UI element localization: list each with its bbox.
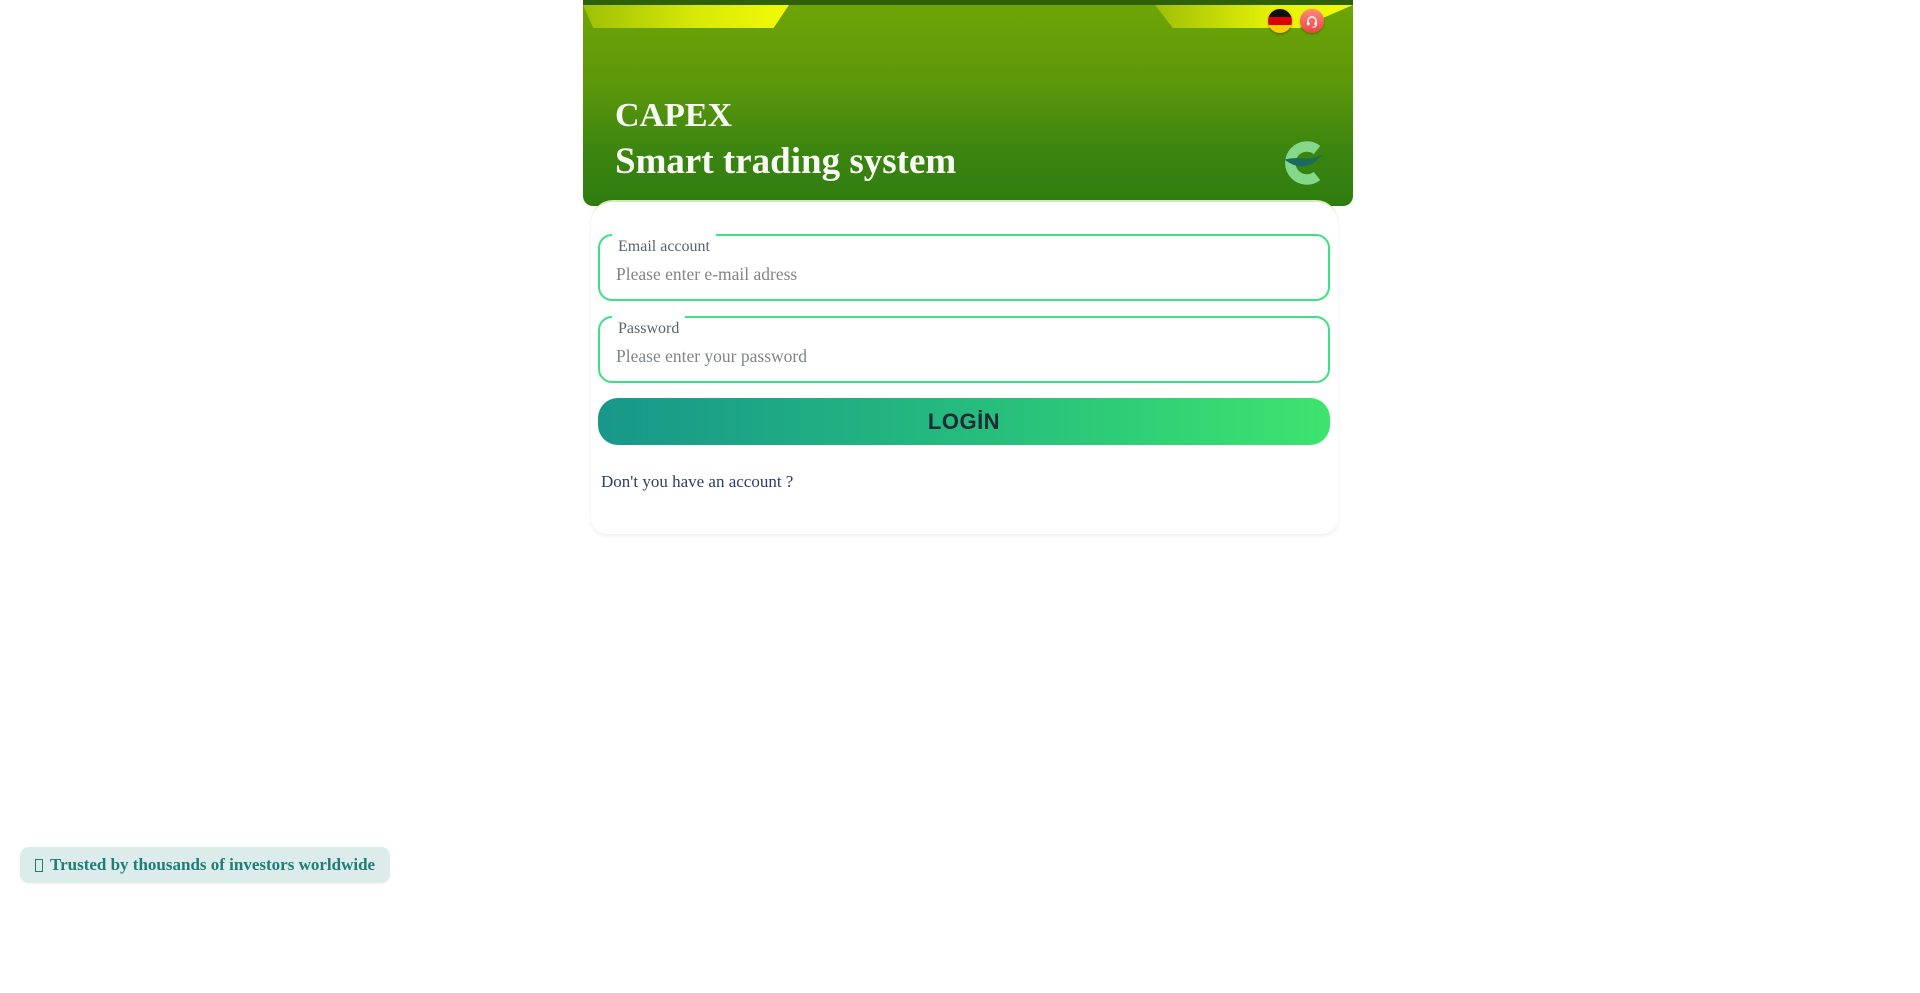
shield-icon: [35, 859, 43, 872]
email-label: Email account: [612, 233, 716, 256]
password-field-group: [598, 316, 1330, 383]
trust-badge-text: Trusted by thousands of investors worldwide: [50, 855, 376, 874]
login-panel: [583, 0, 1353, 534]
support-headset-icon[interactable]: [1300, 9, 1324, 33]
flag-stripe-gold: [1268, 25, 1292, 33]
brand-titles: [615, 97, 956, 183]
signup-prompt-link[interactable]: Don't you have an account ?: [601, 472, 794, 491]
login-card: [591, 200, 1338, 534]
trust-badge: [20, 847, 390, 883]
password-label: Password: [612, 315, 685, 338]
header-banner: [583, 0, 1353, 206]
ribbon-left-decoration: [583, 5, 789, 28]
headset-glyph: [1305, 14, 1319, 28]
header-top-strip: [583, 0, 1353, 5]
page-title: CAPEX: [615, 97, 733, 134]
password-input[interactable]: [600, 318, 1328, 381]
flag-stripe-red: [1268, 17, 1292, 25]
login-button[interactable]: LOGİN: [598, 398, 1330, 445]
email-field-group: [598, 234, 1330, 301]
page-subtitle: Smart trading system: [615, 141, 957, 183]
capex-logo-icon: [1283, 139, 1330, 186]
german-flag-icon[interactable]: [1268, 9, 1292, 33]
